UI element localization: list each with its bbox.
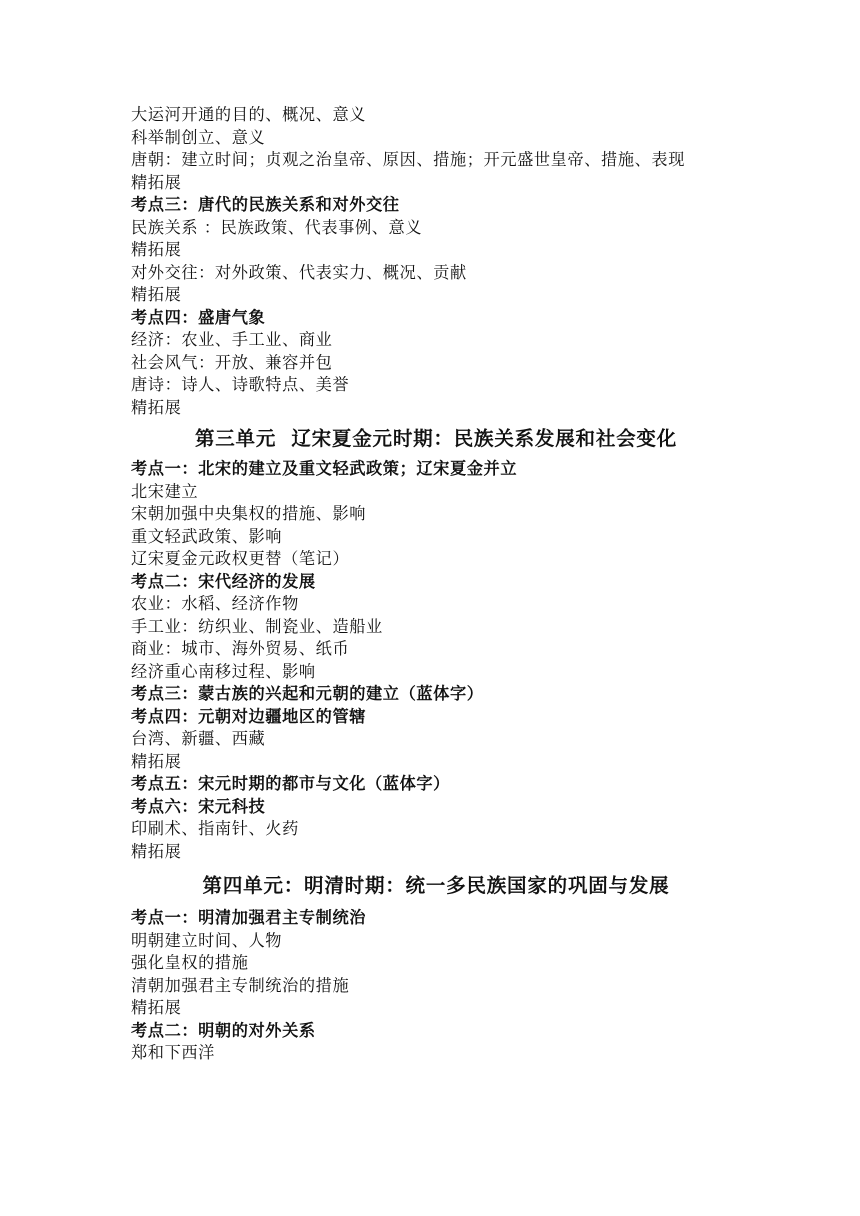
outline-item: 台湾、新疆、西藏 bbox=[131, 729, 266, 748]
outline-item: 农业：水稻、经济作物 bbox=[131, 594, 299, 613]
outline-item: 精拓展 bbox=[131, 285, 182, 304]
outline-item: 明朝建立时间、人物 bbox=[131, 930, 283, 950]
outline-item: 科举制创立、意义 bbox=[131, 127, 266, 147]
exam-point-heading: 考点三：唐代的民族关系和对外交往 bbox=[131, 195, 400, 214]
outline-item: 民族关系 ：民族政策、代表事例、意义 bbox=[131, 217, 423, 237]
outline-item: 精拓展 bbox=[131, 172, 182, 192]
exam-point-heading: 考点一：北宋的建立及重文轻武政策；辽宋夏金并立 bbox=[131, 459, 518, 478]
outline-item: 精拓展 bbox=[131, 397, 182, 417]
outline-item: 精拓展 bbox=[131, 841, 182, 861]
outline-item: 唐朝：建立时间；贞观之治皇帝、原因、措施；开元盛世皇帝、措施、表现 bbox=[131, 150, 685, 169]
outline-item: 强化皇权的措施 bbox=[131, 953, 249, 972]
outline-item: 宋朝加强中央集权的措施、影响 bbox=[131, 504, 367, 523]
unit-title: 第三单元 辽宋夏金元时期：民族关系发展和社会变化 bbox=[194, 427, 678, 450]
outline-item: 手工业：纺织业、制瓷业、造船业 bbox=[131, 616, 383, 636]
outline-item: 清朝加强君主专制统治的措施 bbox=[131, 975, 350, 995]
outline-item: 精拓展 bbox=[131, 751, 182, 771]
exam-point-heading: 考点三：蒙古族的兴起和元朝的建立（蓝体字） bbox=[131, 684, 484, 703]
exam-point-heading: 考点四：盛唐气象 bbox=[131, 307, 266, 327]
outline-item: 辽宋夏金元政权更替（笔记） bbox=[131, 549, 350, 568]
outline-item: 大运河开通的目的、概况、意义 bbox=[131, 105, 367, 124]
outline-item: 商业：城市、海外贸易、纸币 bbox=[131, 639, 350, 658]
outline-item: 北宋建立 bbox=[131, 481, 199, 501]
outline-item: 精拓展 bbox=[131, 998, 182, 1017]
exam-point-heading: 考点一：明清加强君主专制统治 bbox=[131, 908, 367, 927]
outline-item: 唐诗：诗人、诗歌特点、美誉 bbox=[131, 375, 350, 394]
outline-item: 重文轻武政策、影响 bbox=[131, 526, 283, 546]
exam-point-heading: 考点二：明朝的对外关系 bbox=[131, 1020, 316, 1040]
exam-point-heading: 考点二：宋代经济的发展 bbox=[131, 571, 316, 591]
outline-item: 社会风气：开放、兼容并包 bbox=[131, 352, 333, 372]
outline-item: 精拓展 bbox=[131, 240, 182, 259]
outline-item: 经济：农业、手工业、商业 bbox=[131, 330, 333, 349]
exam-point-heading: 考点四：元朝对边疆地区的管辖 bbox=[131, 706, 367, 726]
exam-point-heading: 考点六：宋元科技 bbox=[131, 796, 266, 816]
outline-item: 印刷术、指南针、火药 bbox=[131, 819, 299, 838]
outline-item: 对外交往：对外政策、代表实力、概况、贡献 bbox=[131, 262, 467, 282]
unit-title: 第四单元：明清时期：统一多民族国家的巩固与发展 bbox=[202, 874, 670, 897]
outline-item: 经济重心南移过程、影响 bbox=[131, 661, 316, 681]
document-page bbox=[131, 104, 741, 1065]
exam-point-heading: 考点五：宋元时期的都市与文化（蓝体字） bbox=[131, 774, 450, 793]
outline-item: 郑和下西洋 bbox=[131, 1043, 215, 1062]
